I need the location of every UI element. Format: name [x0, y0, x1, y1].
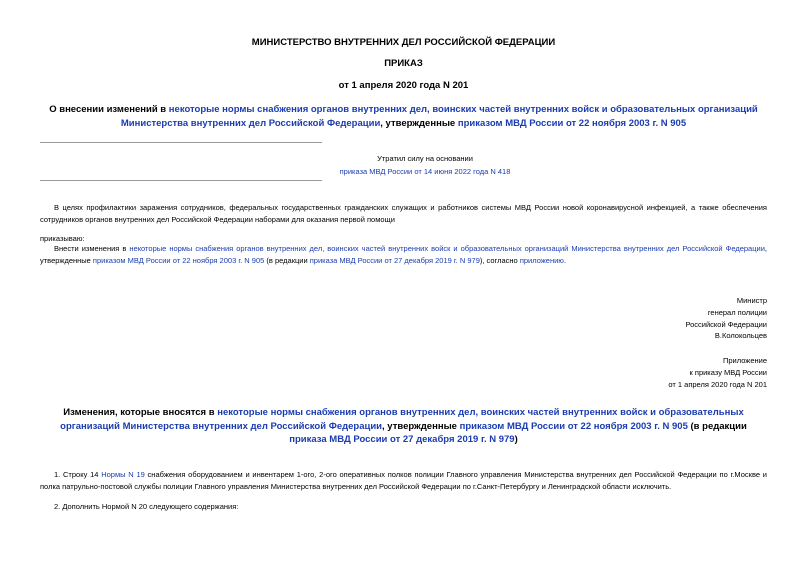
order-body-t1: Внести изменения в	[54, 244, 130, 253]
signature-position: Министр	[736, 296, 767, 305]
status-note-text: Утратил силу на основании	[377, 154, 473, 163]
top-divider	[40, 142, 322, 143]
item-1-paragraph	[40, 469, 767, 492]
doc-type-heading: ПРИКАЗ	[384, 58, 423, 69]
link-order-905-body[interactable]: приказом МВД России от 22 ноября 2003 г. N 905	[92, 255, 265, 265]
order-date-number: от 1 апреля 2020 года N 201	[338, 80, 469, 91]
link-order-979-body[interactable]: приказа МВД России от 27 декабря 2019 г. N 979	[309, 255, 480, 265]
link-order-905-appendix[interactable]: приказом МВД России от 22 ноября 2003 г. N 905	[459, 420, 688, 432]
order-title	[40, 103, 767, 130]
order-title-middle: , утвержденные	[380, 117, 458, 129]
link-supply-norms[interactable]: некоторые нормы снабжения органов внутренних дел, воинских частей внутренних войск и образовательных организаций Министерства внутренних дел Российской Федерации	[120, 104, 758, 129]
appendix-ref-line1: Приложение	[723, 356, 767, 365]
status-note	[300, 152, 550, 178]
ministry-heading: МИНИСТЕРСТВО ВНУТРЕННИХ ДЕЛ РОССИЙСКОЙ ФЕДЕРАЦИИ	[251, 37, 556, 48]
order-body-t2: , утвержденные	[40, 244, 767, 265]
link-order-979-appendix[interactable]: приказа МВД России от 27 декабря 2019 г. N 979	[289, 434, 515, 445]
link-supply-norms-appendix[interactable]: некоторые нормы снабжения органов внутренних дел, воинских частей внутренних войск и образовательных организаций Министерства внутренних дел Российской Федерации	[60, 407, 744, 432]
appendix-reference	[467, 355, 767, 390]
order-word: приказываю:	[40, 234, 85, 243]
item-1-t2: снабжения оборудованием и инвентарем 1-ого, 2-ого оперативных полков полиции Главного управления Министерства внутренних дел Российской Федерации по г.Москве и полка патрульно-постовой службы полиции Главного управления Министерства внутренних дел Российской Федерации по г.Санкт-Петербургу и Ленинградской области исключить.	[40, 470, 767, 491]
link-order-418[interactable]: приказа МВД России от 14 июня 2022 года N 418	[339, 167, 511, 176]
link-order-905[interactable]: приказом МВД России от 22 ноября 2003 г. N 905	[457, 117, 687, 129]
signature-block	[467, 295, 767, 342]
appendix-title-t2: , утвержденные	[382, 420, 460, 432]
appendix-title-t1: Изменения, которые вносятся в	[63, 407, 218, 418]
appendix-title	[44, 406, 763, 447]
signature-name: В.Колокольцев	[714, 331, 767, 341]
link-appendix[interactable]: приложению	[519, 255, 564, 265]
preamble-paragraph: В целях профилактики заражения сотрудников, федеральных государственных гражданских служащих и работников системы МВД России новой коронавирусной инфекцией, а также обеспечения сотрудников органов внутренних дел Российской Федерации наборами для оказания первой помощи	[40, 203, 767, 224]
link-supply-norms-body[interactable]: некоторые нормы снабжения органов внутренних дел, воинских частей внутренних войск и образовательных организаций Министерства внутренних дел Российской Федерации	[129, 244, 765, 253]
order-body-t4: ), согласно	[479, 255, 520, 265]
order-body-paragraph	[40, 243, 767, 266]
bottom-divider	[40, 180, 322, 181]
item-1-t1: 1. Строку 14	[54, 470, 102, 479]
appendix-ref-line3: от 1 апреля 2020 года N 201	[668, 379, 767, 389]
signature-country: Российской Федерации	[685, 319, 767, 329]
signature-rank: генерал полиции	[707, 307, 767, 317]
appendix-title-t4: )	[514, 434, 518, 445]
order-title-prefix: О внесении изменений в	[49, 104, 169, 115]
appendix-ref-line2: к приказу МВД России	[689, 367, 767, 377]
order-body-t5: .	[563, 255, 567, 265]
link-norm-19[interactable]: Нормы N 19	[101, 470, 145, 479]
order-body-t3: (в редакции	[264, 255, 310, 265]
appendix-title-t3: (в редакции	[687, 420, 747, 432]
item-2-paragraph: 2. Дополнить Нормой N 20 следующего содержания:	[54, 502, 239, 511]
